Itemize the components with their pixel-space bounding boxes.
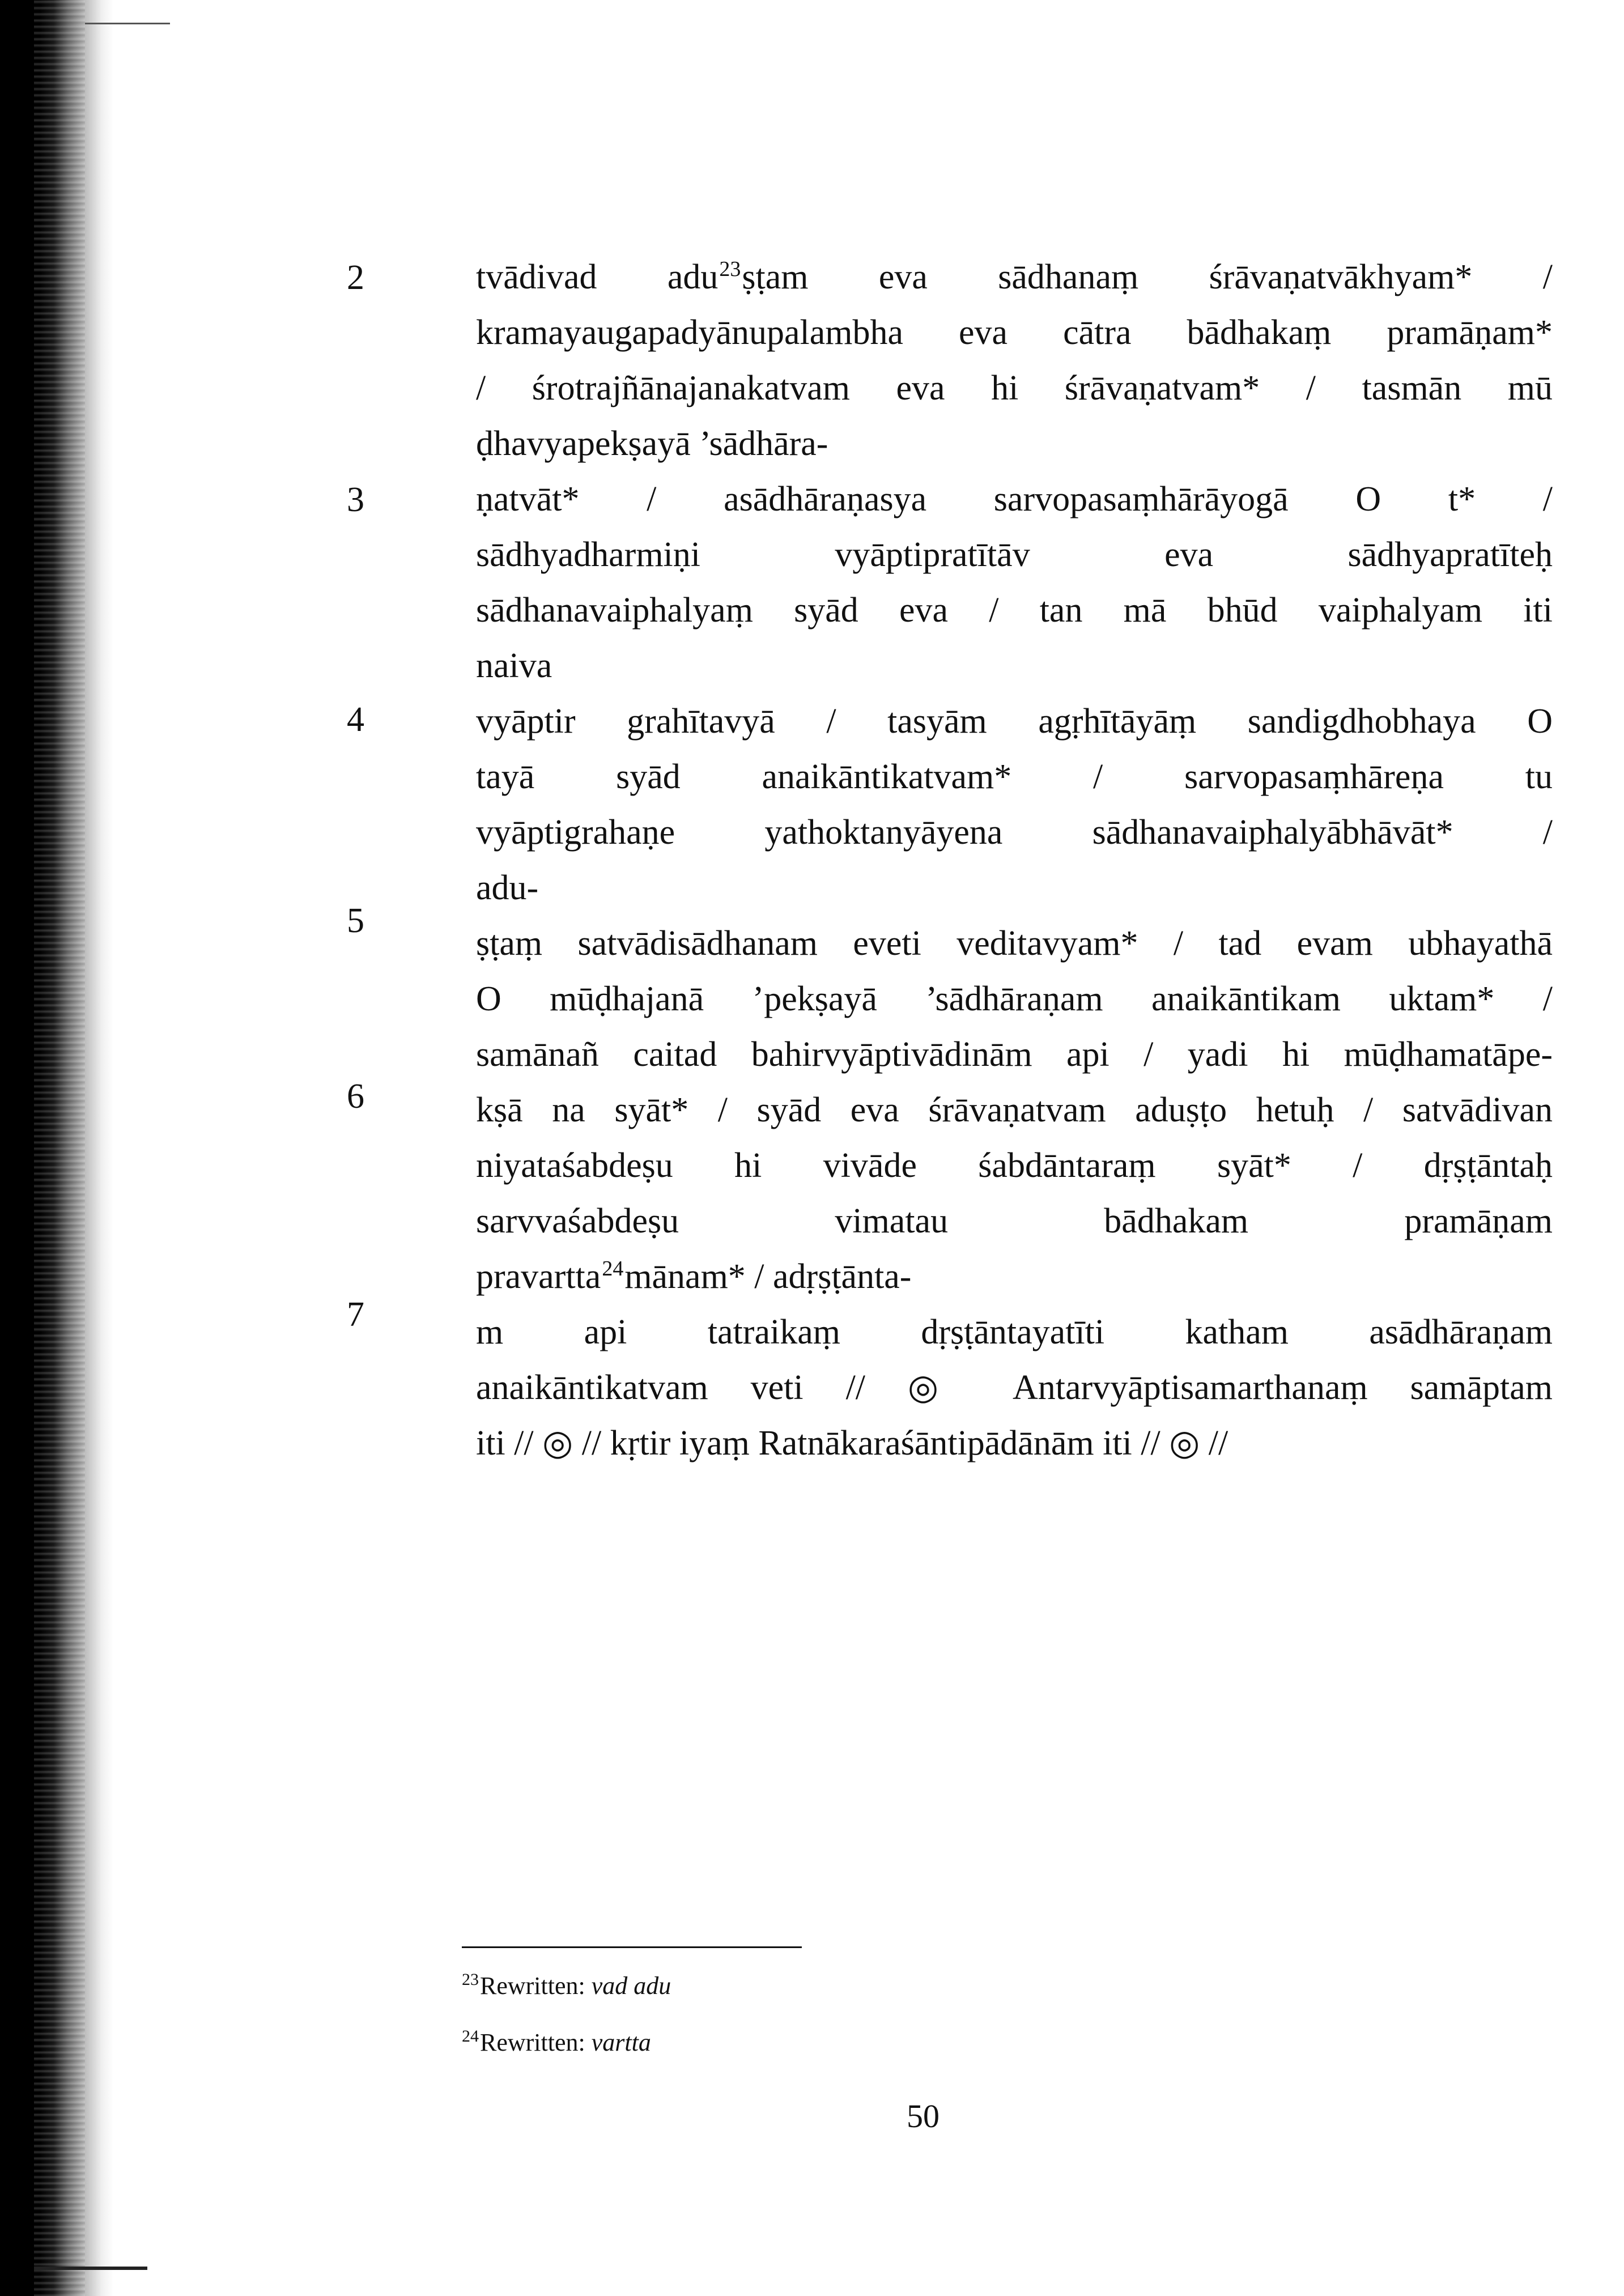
- footnote-number: 24: [462, 2027, 479, 2046]
- verse-number: 3: [347, 481, 364, 519]
- page-number: 50: [907, 2098, 939, 2135]
- text-line: pravartta$^{24}$mānam* / adṛṣṭānta-: [476, 1257, 912, 1296]
- footnote-ref-23[interactable]: 23: [719, 257, 741, 281]
- footnote-number: 23: [462, 1970, 479, 1989]
- text-line: ṣṭaṃ satvādisādhanam eveti veditavyam* / tad evam ubhayathā: [476, 924, 1553, 963]
- footnote-text: vartta: [591, 2029, 651, 2056]
- text-line: sādhyadharmiṇi vyāptipratītāv eva sādhyapratīteḥ: [476, 535, 1553, 574]
- text-line: O mūḍhajanā ’pekṣayā ’sādhāraṇam anaikāntikam uktam* /: [476, 980, 1553, 1018]
- verse-number: 2: [347, 258, 364, 297]
- sanskrit-text: [476, 249, 1553, 1471]
- text-line: vyāptigrahaṇe yathoktanyāyena sādhanavaiphalyābhāvāt* /: [476, 813, 1553, 852]
- text-line: sādhanavaiphalyaṃ syād eva / tan mā bhūd vaiphalyam iti: [476, 591, 1553, 630]
- text-line: ḍhavyapekṣayā ’sādhāra-: [476, 424, 828, 463]
- text-line: niyataśabdeṣu hi vivāde śabdāntaraṃ syāt* / dṛṣṭāntaḥ: [476, 1146, 1553, 1185]
- footnote-text: vad adu: [591, 1972, 671, 2000]
- footnote-ref-24[interactable]: 24: [602, 1257, 624, 1281]
- verse-number: 4: [347, 700, 364, 739]
- scan-binding-edge: [0, 0, 113, 2296]
- text-line: m api tatraikaṃ dṛṣṭāntayatīti katham asādhāraṇam: [476, 1313, 1553, 1351]
- text-line: ṇatvāt* / asādhāraṇasya sarvopasaṃhārāyogā O t* /: [476, 480, 1553, 518]
- text-line: samānañ caitad bahirvyāptivādinām api / yadi hi mūḍhamatāpe-: [476, 1035, 1553, 1074]
- text-line: tayā syād anaikāntikatvam* / sarvopasaṃhāreṇa tu: [476, 758, 1553, 796]
- footnote-label: Rewritten:: [480, 2029, 585, 2056]
- text-line: iti // ◎ // kṛtir iyaṃ Ratnākaraśāntipādānām iti // ◎ //: [476, 1424, 1228, 1462]
- text-line: sarvvaśabdeṣu vimatau bādhakam pramāṇam: [476, 1202, 1553, 1240]
- footnote-24: [462, 2026, 651, 2063]
- text-line: kramayaugapadyānupalambha eva cātra bādhakaṃ pramāṇam*: [476, 313, 1553, 352]
- verse-number: 7: [347, 1295, 364, 1334]
- footnote-divider: [462, 1946, 802, 1948]
- text-line: anaikāntikatvam veti // ◎ Antarvyāptisamarthanaṃ samāptam: [476, 1368, 1553, 1407]
- text-line: naiva: [476, 647, 552, 685]
- text-line: adu-: [476, 869, 539, 907]
- text-line: / śrotrajñānajanakatvam eva hi śrāvaṇatvam* / tasmān mū: [476, 369, 1553, 407]
- text-line: kṣā na syāt* / syād eva śrāvaṇatvam aduṣṭo hetuḥ / satvādivan: [476, 1091, 1553, 1129]
- scan-artifact-line: [85, 23, 170, 24]
- text-line: tvādivad adu$^{23}$ṣṭam eva sādhanaṃ śrāvaṇatvākhyam* /: [476, 257, 1553, 296]
- verse-number: 5: [347, 902, 364, 940]
- footnote-label: Rewritten:: [480, 1972, 585, 2000]
- verse-number: 6: [347, 1077, 364, 1116]
- text-line: vyāptir grahītavyā / tasyām agṛhītāyāṃ sandigdhobhaya O: [476, 702, 1553, 741]
- footnote-23: [462, 1969, 671, 2006]
